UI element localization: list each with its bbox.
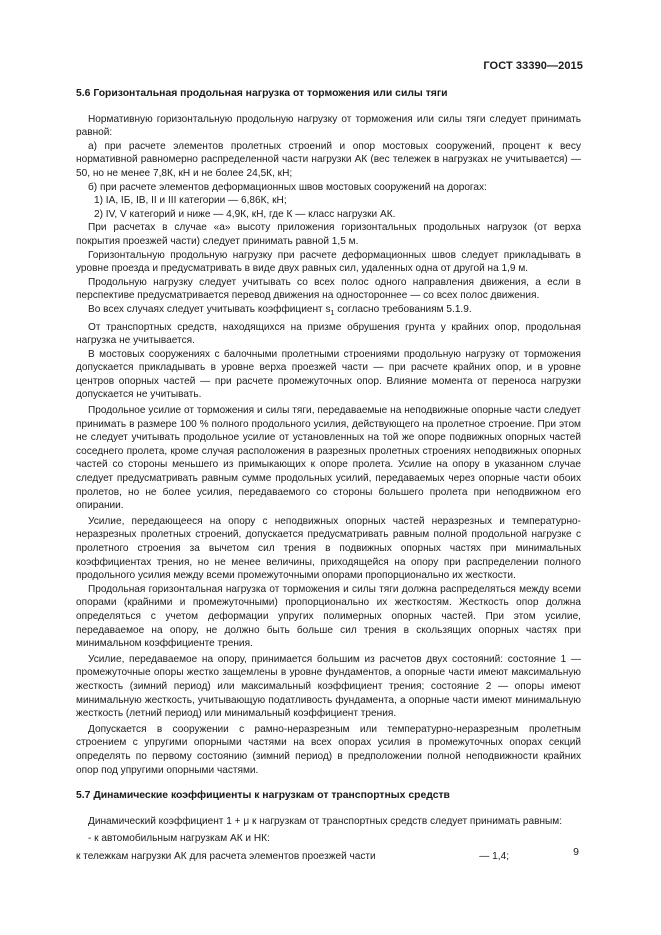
paragraph: Продольное усилие от торможения и силы тяги, передаваемые на неподвижные опорные части следует принимать в размере 100 % полного продольного усилия, действующего на пролетное строение. При этом не следует учитывать продольное усилие от установленных на той же опоре подвижных опорных частей соседнего пролета, кроме случая расположения в разрезных пролетных строениях неподвижных опорных частей со стороны меньшего из примыкающих к опоре пролета. Усилие на опору в указанном случае следует предусматривать равным сумме продольных усилий, передаваемых через опорные части обоих пролетов, но не более усилия, передаваемого со стороны большего пролета при неподвижном его опирании. [76, 405, 581, 512]
list-item: 1) IA, IБ, IB, II и III категории — 6,86К, кН; [94, 195, 287, 207]
paragraph: В мостовых сооружениях с балочными пролетными строениями продольную нагрузку от торможения допускается прикладывать в уровне верха проезжей части — при расчете крайних опор, и в уровне центров опорных частей — при расчете промежуточных опор. Влияние момента от переноса нагрузки допускается не учитывать. [76, 348, 581, 401]
paragraph: Усилие, передаваемое на опору, принимается большим из расчетов двух состояний: состояние 1 — промежуточные опоры жестко защемлены в уровне фундаментов, а опорные части имеют максимальную жесткость (зимний период) или максимальный коэффициент трения; состояние 2 — опоры имеют минимальную жесткость, учитывающую податливость фундамента, а опорные части имеют минимальную жесткость (летний период) или минимальный коэффициент трения. [76, 653, 581, 720]
paragraph: От транспортных средств, находящихся на призме обрушения грунта у крайних опор, продольная нагрузка не учитывается. [76, 321, 581, 347]
subscript: 1 [330, 309, 335, 317]
paragraph: Продольную нагрузку следует учитывать со всех полос одного направления движения, а если в перспективе предусматривается перевод движения на одностороннее — со всех полос движения. [76, 276, 581, 302]
page-content [76, 87, 581, 863]
list-item: 2) IV, V категорий и ниже — 4,9К, кН, где К — класс нагрузки АК. [94, 208, 396, 220]
paragraph: Продольная горизонтальная нагрузка от торможения и силы тяги должна распределяться между всеми опорами (крайними и промежуточными) пропорционально их жесткостям. Жесткость опор должна определяться с учетом деформации упругих полимерных опорных частей. При этом усилие, передаваемое на опору, не должно быть больше сил трения в скользящих опорных частях при минимальном коэффициенте трения. [76, 583, 581, 650]
paragraph: При расчетах в случае «а» высоту приложения горизонтальных продольных нагрузок (от верха покрытия проезжей части) следует принимать равной 1,5 м. [76, 222, 581, 247]
paragraph: а) при расчете элементов пролетных строений и опор мостовых сооружений, процент к весу нормативной равномерно распределенной части нагрузки АК (вес тележек в нагрузках не учитывается) — 50, но не менее 7,8К, кН и не более 24,5К, кН; [76, 140, 581, 179]
paragraph [76, 303, 581, 321]
paragraph: Нормативную горизонтальную продольную нагрузку от торможения или силы тяги следует принимать равной: [76, 113, 581, 139]
paragraph: Усилие, передающееся на опору с неподвижных опорных частей неразрезных и температурно-неразрезных пролетных строений, допускается предусматривать равным полной продольной нагрузке с пролетного строения за вычетом сил трения в подвижных опорных частях при минимальных коэффициентах трения, но не менее величины, приходящейся на опору при распределении полного продольного усилия между всеми промежуточными опорами пропорционально их жесткости. [76, 515, 581, 582]
text-run: согласно требованиям 5.1.9. [334, 303, 472, 315]
coefficient-value: — 1,4; [479, 850, 509, 862]
section-5-7-title: 5.7 Динамические коэффициенты к нагрузкам от транспортных средств [76, 790, 450, 802]
list-item: - к автомобильным нагрузкам АК и НК: [88, 833, 270, 845]
paragraph: Допускается в сооружении с рамно-неразрезным или температурно-неразрезным пролетным строением с упругими опорными частями на всех опорах усилия в промежуточных опорах секций определять по первому состоянию (зимний период) в предположении полной неподвижности крайних опор под упругими опорными частями. [76, 723, 581, 776]
paragraph: Динамический коэффициент 1 + μ к нагрузкам от транспортных средств следует принимать равным: [88, 815, 563, 827]
document-code: ГОСТ 33390—2015 [483, 60, 583, 72]
text-run: Во всех случаях следует учитывать коэффициент s [88, 303, 331, 315]
coefficient-label: к тележкам нагрузки АК для расчета элементов проезжей части [76, 850, 376, 862]
paragraph: Горизонтальную продольную нагрузку при расчете деформационных швов следует прикладывать в уровне проезда и предусматривать в виде двух равных сил, удаленных одна от другой на 1,9 м. [76, 249, 581, 275]
coefficient-row [76, 850, 581, 864]
paragraph: б) при расчете элементов деформационных швов мостовых сооружений на дорогах: [88, 181, 487, 193]
page-number: 9 [573, 846, 579, 858]
section-5-6-title: 5.6 Горизонтальная продольная нагрузка от торможения или силы тяги [76, 88, 448, 99]
